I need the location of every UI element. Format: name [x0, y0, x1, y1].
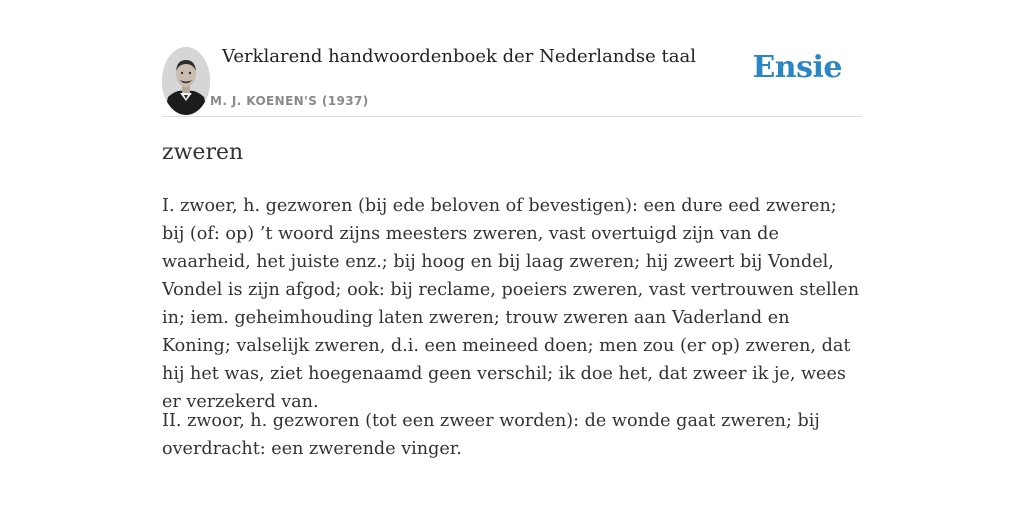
page	[162, 0, 862, 459]
book-subtitle: M. J. KOENEN'S (1937)	[210, 94, 369, 108]
book-title: Verklarend handwoordenboek der Nederlandse taal	[222, 46, 696, 67]
author-portrait	[162, 47, 210, 115]
header	[162, 0, 862, 117]
definition-paragraph: I. zwoer, h. gezworen (bij ede beloven of bevestigen): een dure eed zweren; bij (of: op) ’t woord zijns meesters zweren, vast overtuigd zijn van de waarheid, het juiste enz.; bij hoog en bij laag zweren; hij zweert bij Vondel, Vondel is zijn afgod; ook: bij reclame, poeiers zweren, vast vertrouwen stellen in; iem. geheimhouding laten zweren; trouw zweren aan Vaderland en Koning; valselijk zweren, d.i. een meineed doen; men zou (er op) zweren, dat hij het was, ziet hoegenaamd geen verschil; ik doe het, dat zweer ik je, wees er verzekerd van.	[162, 196, 860, 412]
portrait-image	[162, 47, 210, 115]
brand-logo-link[interactable]: Ensie	[752, 50, 842, 85]
definition-paragraph: II. zwoor, h. gezworen (tot een zweer worden): de wonde gaat zweren; bij overdracht: een zwerende vinger.	[162, 411, 820, 459]
entry-headword: zweren	[162, 140, 244, 165]
